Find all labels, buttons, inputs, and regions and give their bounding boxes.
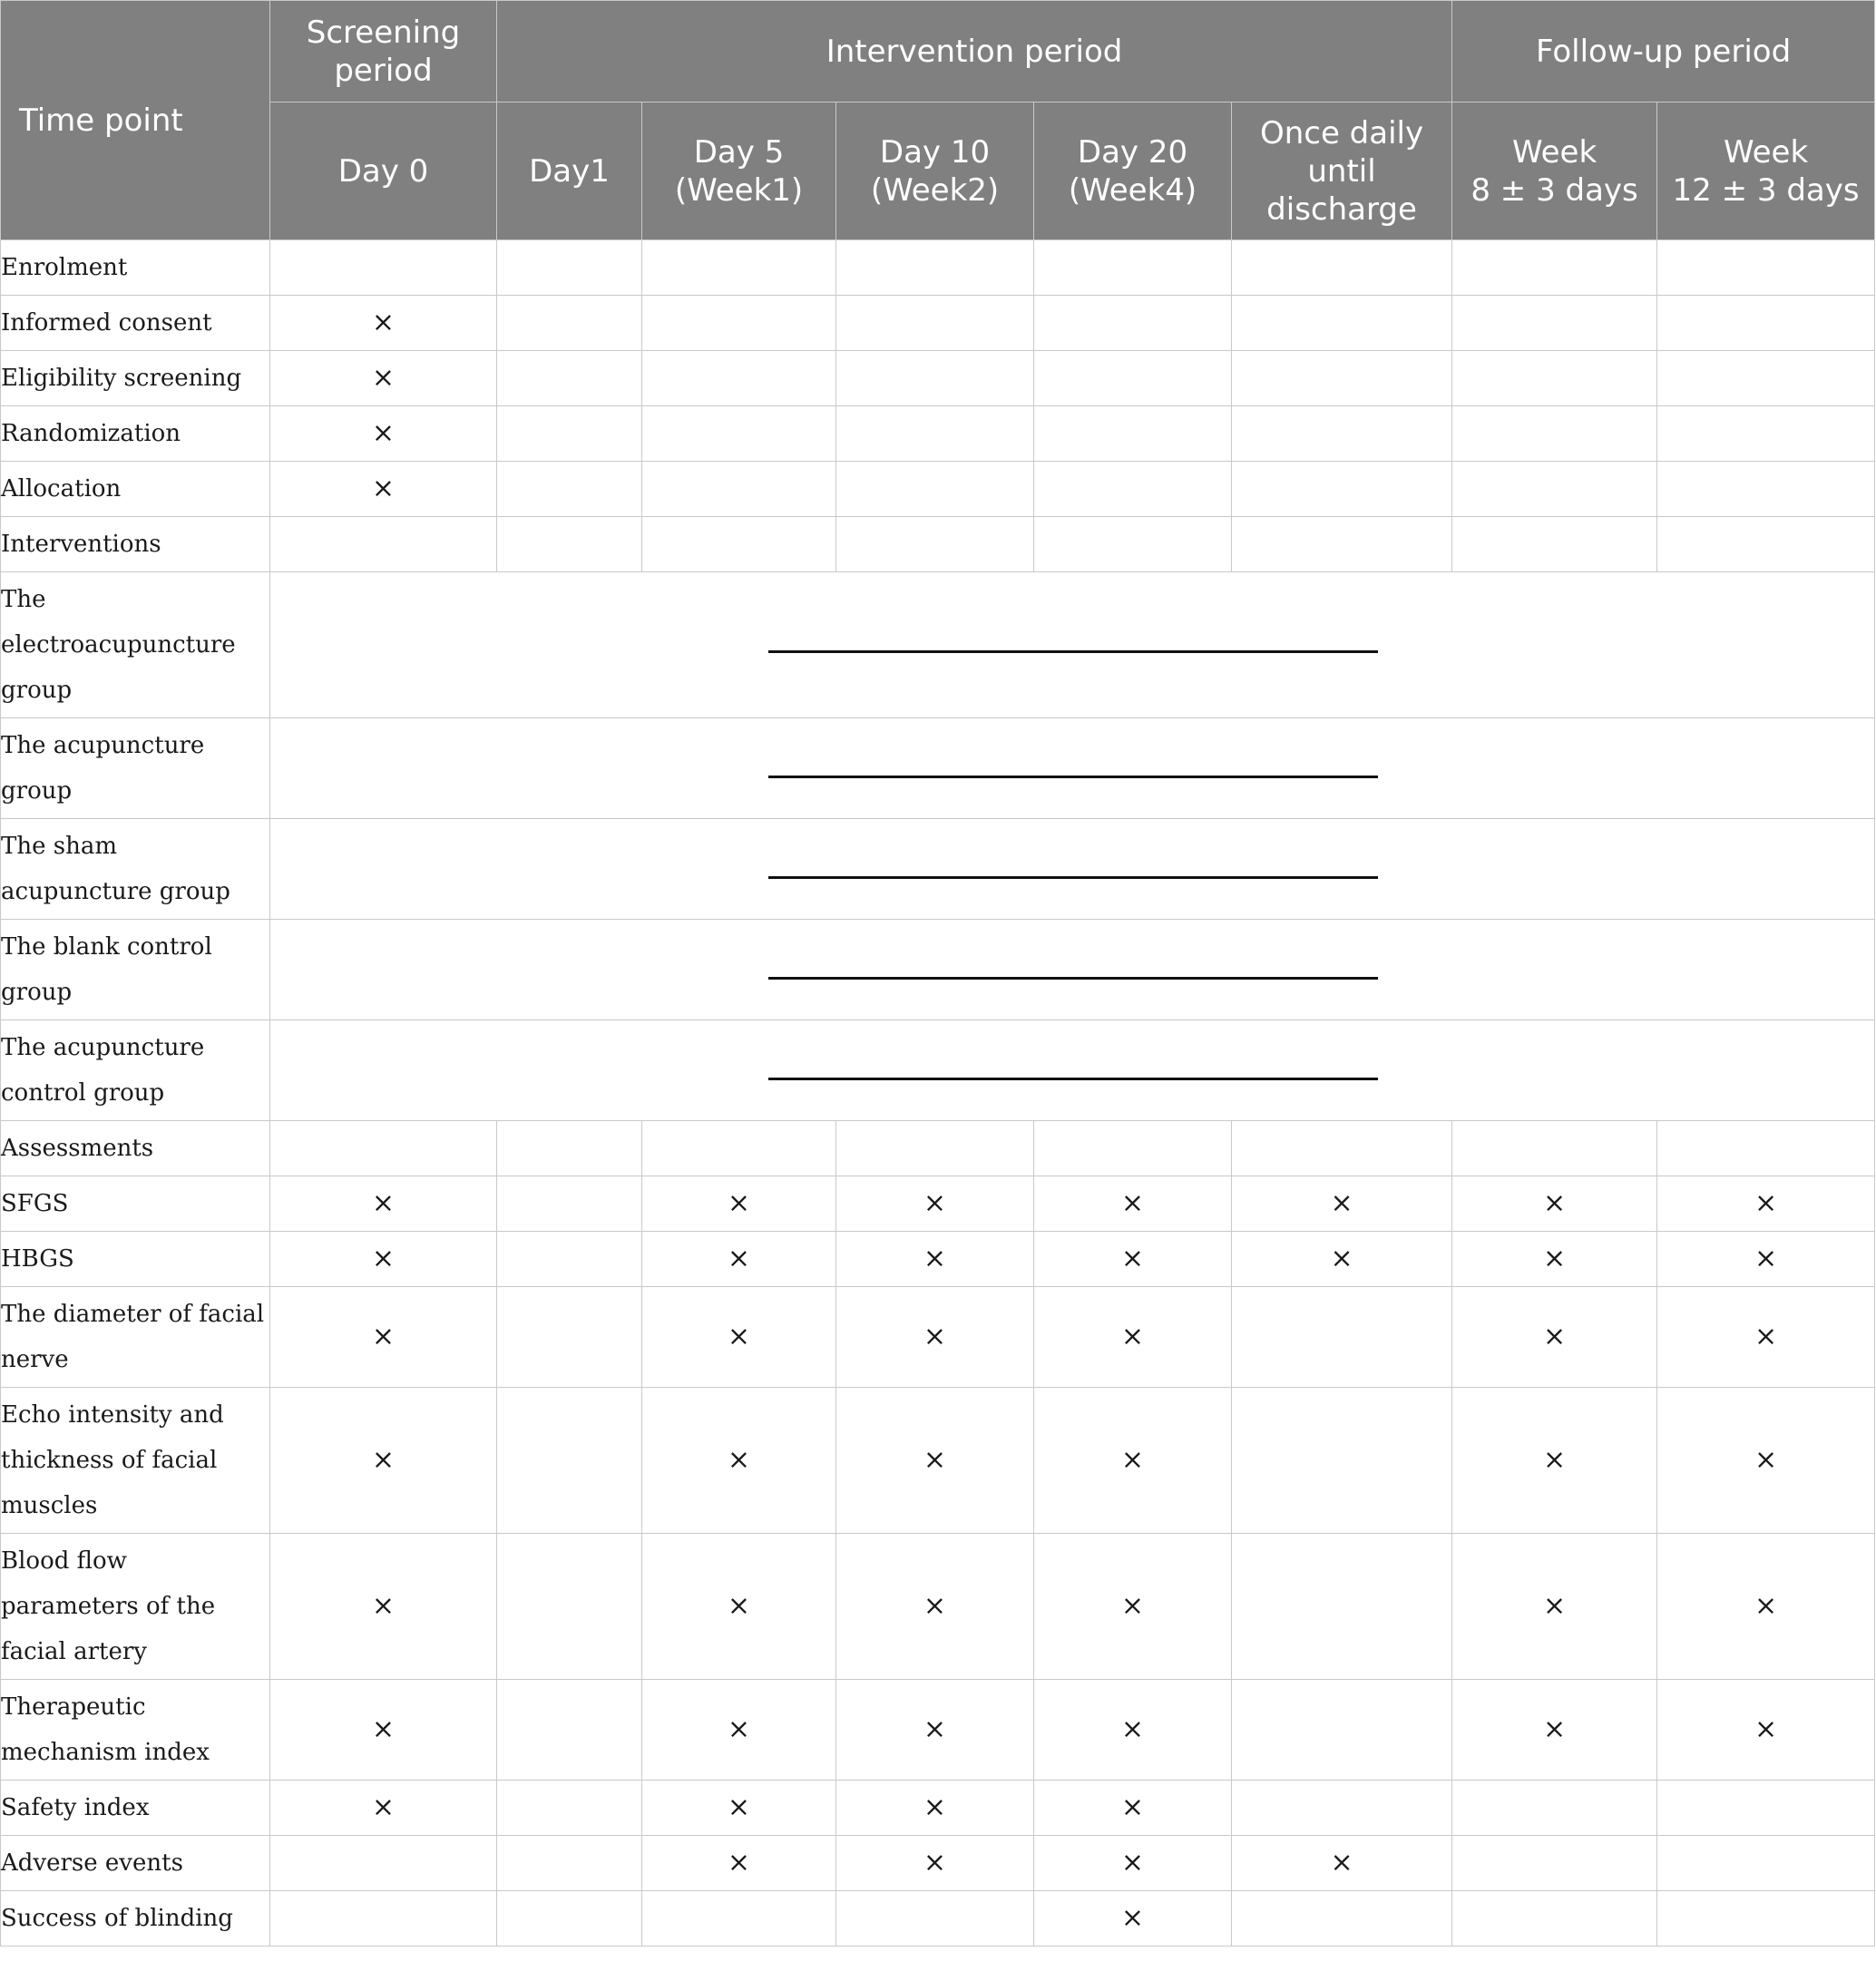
schedule-empty-cell	[1657, 1891, 1875, 1947]
cross-mark: ×	[727, 1187, 751, 1219]
schedule-empty-cell	[1232, 406, 1452, 462]
schedule-mark-cell	[1232, 1836, 1452, 1891]
schedule-empty-cell	[1034, 296, 1232, 351]
header-line: Day 10	[879, 133, 991, 171]
header-line: 8 ± 3 days	[1471, 171, 1638, 209]
intervention-duration-cell	[270, 572, 1875, 718]
cross-mark: ×	[1120, 1243, 1145, 1274]
row-label-line: Randomization	[1, 420, 181, 447]
intervention-duration-cell	[270, 920, 1875, 1020]
table-row	[1, 351, 1875, 406]
intervention-period-header: Intervention period	[497, 1, 1452, 102]
schedule-empty-cell	[1452, 517, 1657, 572]
row-label	[1, 351, 270, 406]
row-label-line: acupuncture group	[1, 878, 230, 905]
schedule-mark-cell	[642, 1680, 836, 1781]
schedule-empty-cell	[497, 1836, 642, 1891]
header-row-time-points	[1, 102, 1875, 240]
schedule-mark-cell	[270, 351, 497, 406]
header-line: Day 20	[1077, 133, 1188, 171]
row-label-line: Echo intensity and	[1, 1401, 224, 1429]
table-row	[1, 819, 1875, 920]
cross-mark: ×	[923, 1187, 947, 1219]
row-label-line: SFGS	[1, 1190, 69, 1217]
header-line: Day 5	[693, 133, 785, 171]
cross-mark: ×	[727, 1847, 751, 1878]
time-point-column-header	[270, 102, 497, 240]
intervention-duration-bar	[768, 776, 1378, 778]
cross-mark: ×	[371, 1713, 396, 1745]
schedule-mark-cell	[836, 1232, 1034, 1287]
row-label-line: The acupuncture	[1, 732, 205, 759]
row-label	[1, 1176, 270, 1232]
header-line: (Week4)	[1068, 171, 1197, 209]
row-label-line: Adverse events	[1, 1849, 183, 1877]
row-label-line: group	[1, 677, 73, 704]
row-label-line: Interventions	[1, 531, 161, 558]
schedule-mark-cell	[1452, 1388, 1657, 1534]
table-row	[1, 1176, 1875, 1232]
cross-mark: ×	[923, 1321, 947, 1352]
row-label-line: The acupuncture	[1, 1034, 205, 1061]
schedule-empty-cell	[270, 1891, 497, 1947]
cross-mark: ×	[1120, 1187, 1145, 1219]
cross-mark: ×	[1754, 1243, 1778, 1274]
row-label-line: The blank control	[1, 933, 212, 961]
header-row-periods	[1, 1, 1875, 102]
schedule-mark-cell	[270, 1534, 497, 1680]
row-label	[1, 1121, 270, 1176]
header-line: discharge	[1266, 190, 1417, 228]
row-label	[1, 1781, 270, 1836]
schedule-mark-cell	[642, 1287, 836, 1388]
schedule-mark-cell	[1034, 1680, 1232, 1781]
header-line: Day1	[529, 152, 610, 190]
schedule-empty-cell	[1657, 517, 1875, 572]
schedule-mark-cell	[1452, 1287, 1657, 1388]
schedule-empty-cell	[497, 1121, 642, 1176]
schedule-empty-cell	[1232, 1388, 1452, 1534]
row-label-line: group	[1, 777, 73, 805]
table-row	[1, 1891, 1875, 1947]
cross-mark: ×	[371, 1590, 396, 1622]
header-line: Once daily	[1259, 114, 1424, 151]
cross-mark: ×	[1330, 1187, 1353, 1219]
row-label	[1, 1287, 270, 1388]
schedule-mark-cell	[1034, 1287, 1232, 1388]
table-row	[1, 1781, 1875, 1836]
schedule-empty-cell	[270, 240, 497, 296]
schedule-empty-cell	[1657, 1121, 1875, 1176]
row-label	[1, 296, 270, 351]
cross-mark: ×	[1754, 1321, 1778, 1352]
cross-mark: ×	[1542, 1590, 1567, 1622]
time-point-column-header	[1034, 102, 1232, 240]
time-point-header: Time point	[1, 1, 270, 240]
row-label-line: mechanism index	[1, 1739, 210, 1766]
cross-mark: ×	[371, 1187, 396, 1219]
cross-mark: ×	[371, 1791, 396, 1823]
row-label-line: Informed consent	[1, 309, 212, 337]
row-label	[1, 1020, 270, 1121]
schedule-empty-cell	[1034, 351, 1232, 406]
schedule-mark-cell	[642, 1388, 836, 1534]
row-label	[1, 517, 270, 572]
cross-mark: ×	[1120, 1713, 1145, 1745]
cross-mark: ×	[1754, 1187, 1778, 1219]
schedule-empty-cell	[497, 462, 642, 517]
schedule-mark-cell	[270, 406, 497, 462]
cross-mark: ×	[1120, 1902, 1145, 1934]
schedule-empty-cell	[497, 1891, 642, 1947]
row-label-line: nerve	[1, 1346, 69, 1373]
cross-mark: ×	[1542, 1321, 1567, 1352]
schedule-empty-cell	[836, 1891, 1034, 1947]
schedule-mark-cell	[270, 296, 497, 351]
time-point-column-header	[1452, 102, 1657, 240]
schedule-empty-cell	[642, 1891, 836, 1947]
schedule-empty-cell	[1034, 1121, 1232, 1176]
schedule-empty-cell	[836, 240, 1034, 296]
row-label-line: The sham	[1, 833, 117, 860]
cross-mark: ×	[371, 362, 396, 394]
header-line: (Week1)	[674, 171, 804, 209]
table-row	[1, 1388, 1875, 1534]
schedule-empty-cell	[1657, 351, 1875, 406]
schedule-empty-cell	[1657, 240, 1875, 296]
row-label-line: facial artery	[1, 1638, 147, 1665]
schedule-empty-cell	[836, 296, 1034, 351]
schedule-empty-cell	[497, 351, 642, 406]
schedule-empty-cell	[497, 1232, 642, 1287]
schedule-mark-cell	[1657, 1232, 1875, 1287]
header-line: 12 ± 3 days	[1672, 171, 1860, 209]
cross-mark: ×	[1542, 1187, 1567, 1219]
schedule-empty-cell	[270, 1121, 497, 1176]
schedule-mark-cell	[270, 1781, 497, 1836]
header-line: period	[334, 52, 433, 89]
cross-mark: ×	[727, 1590, 751, 1622]
schedule-empty-cell	[1034, 406, 1232, 462]
row-label-line: The	[1, 586, 46, 613]
row-label	[1, 462, 270, 517]
schedule-empty-cell	[1452, 462, 1657, 517]
screening-period-header	[270, 1, 497, 102]
schedule-empty-cell	[1232, 462, 1452, 517]
schedule-mark-cell	[1657, 1680, 1875, 1781]
schedule-empty-cell	[836, 462, 1034, 517]
row-label-line: Allocation	[1, 475, 122, 503]
cross-mark: ×	[1120, 1321, 1145, 1352]
row-label-line: Eligibility screening	[1, 365, 242, 392]
table-row	[1, 718, 1875, 819]
table-row	[1, 462, 1875, 517]
cross-mark: ×	[1754, 1444, 1778, 1476]
schedule-mark-cell	[270, 462, 497, 517]
row-label	[1, 1232, 270, 1287]
schedule-empty-cell	[497, 296, 642, 351]
cross-mark: ×	[727, 1444, 751, 1476]
table-row	[1, 1232, 1875, 1287]
intervention-duration-cell	[270, 1020, 1875, 1121]
schedule-mark-cell	[270, 1287, 497, 1388]
cross-mark: ×	[1120, 1847, 1145, 1878]
schedule-empty-cell	[497, 240, 642, 296]
time-point-column-header	[642, 102, 836, 240]
table-header	[1, 1, 1875, 240]
header-line: Screening	[306, 14, 461, 51]
schedule-empty-cell	[270, 1836, 497, 1891]
table-row	[1, 1121, 1875, 1176]
schedule-mark-cell	[1232, 1176, 1452, 1232]
schedule-empty-cell	[1657, 406, 1875, 462]
schedule-mark-cell	[1452, 1232, 1657, 1287]
schedule-mark-cell	[642, 1232, 836, 1287]
cross-mark: ×	[371, 307, 396, 338]
table-row	[1, 1680, 1875, 1781]
time-point-column-header	[1657, 102, 1875, 240]
schedule-mark-cell	[642, 1534, 836, 1680]
follow-up-period-header: Follow-up period	[1452, 1, 1875, 102]
schedule-empty-cell	[1232, 240, 1452, 296]
intervention-duration-bar	[768, 876, 1378, 879]
row-label-line: Success of blinding	[1, 1905, 233, 1932]
header-line: Week	[1511, 133, 1598, 171]
table-body	[1, 240, 1875, 1947]
cross-mark: ×	[923, 1847, 947, 1878]
cross-mark: ×	[1542, 1243, 1567, 1274]
table-row	[1, 1534, 1875, 1680]
schedule-empty-cell	[497, 1287, 642, 1388]
table-row	[1, 1287, 1875, 1388]
schedule-mark-cell	[1034, 1781, 1232, 1836]
time-point-column-header	[836, 102, 1034, 240]
schedule-mark-cell	[642, 1836, 836, 1891]
schedule-empty-cell	[1232, 517, 1452, 572]
row-label	[1, 1388, 270, 1534]
schedule-empty-cell	[642, 1121, 836, 1176]
row-label	[1, 1534, 270, 1680]
schedule-empty-cell	[497, 1176, 642, 1232]
row-label	[1, 819, 270, 920]
schedule-empty-cell	[1657, 296, 1875, 351]
schedule-empty-cell	[642, 240, 836, 296]
schedule-mark-cell	[1452, 1176, 1657, 1232]
row-label-line: The diameter of facial	[1, 1301, 265, 1328]
schedule-empty-cell	[642, 517, 836, 572]
table-row	[1, 406, 1875, 462]
intervention-duration-cell	[270, 819, 1875, 920]
time-point-column-header	[497, 102, 642, 240]
cross-mark: ×	[1330, 1243, 1353, 1274]
time-point-column-header	[1232, 102, 1452, 240]
row-label-line: HBGS	[1, 1245, 74, 1273]
schedule-mark-cell	[270, 1388, 497, 1534]
row-label-line: control group	[1, 1079, 165, 1107]
intervention-duration-cell	[270, 718, 1875, 819]
schedule-empty-cell	[497, 1781, 642, 1836]
row-label-line: Therapeutic	[1, 1693, 146, 1721]
cross-mark: ×	[1542, 1444, 1567, 1476]
schedule-empty-cell	[642, 296, 836, 351]
intervention-duration-bar	[768, 977, 1378, 980]
cross-mark: ×	[727, 1791, 751, 1823]
header-line: (Week2)	[870, 171, 1000, 209]
cross-mark: ×	[1754, 1713, 1778, 1745]
schedule-empty-cell	[836, 351, 1034, 406]
row-label-line: electroacupuncture	[1, 631, 236, 659]
schedule-empty-cell	[642, 351, 836, 406]
schedule-mark-cell	[642, 1176, 836, 1232]
schedule-empty-cell	[1657, 462, 1875, 517]
schedule-mark-cell	[1452, 1680, 1657, 1781]
cross-mark: ×	[923, 1713, 947, 1745]
row-label-line: parameters of the	[1, 1593, 216, 1620]
table-row	[1, 1020, 1875, 1121]
schedule-empty-cell	[1452, 240, 1657, 296]
row-label-line: thickness of facial	[1, 1447, 218, 1474]
schedule-mark-cell	[836, 1176, 1034, 1232]
schedule-empty-cell	[1452, 406, 1657, 462]
schedule-empty-cell	[497, 1680, 642, 1781]
cross-mark: ×	[727, 1321, 751, 1352]
row-label	[1, 1680, 270, 1781]
row-label	[1, 572, 270, 718]
schedule-mark-cell	[1657, 1534, 1875, 1680]
row-label-line: group	[1, 979, 73, 1006]
header-line: Day 0	[337, 152, 429, 190]
cross-mark: ×	[1330, 1847, 1353, 1878]
cross-mark: ×	[371, 1243, 396, 1274]
schedule-empty-cell	[497, 1534, 642, 1680]
table-row	[1, 296, 1875, 351]
schedule-empty-cell	[497, 517, 642, 572]
table-row	[1, 920, 1875, 1020]
schedule-empty-cell	[1232, 296, 1452, 351]
cross-mark: ×	[1754, 1590, 1778, 1622]
cross-mark: ×	[727, 1243, 751, 1274]
schedule-empty-cell	[497, 1388, 642, 1534]
schedule-empty-cell	[642, 462, 836, 517]
row-label-line: Enrolment	[1, 254, 128, 281]
schedule-empty-cell	[1452, 1781, 1657, 1836]
schedule-empty-cell	[1452, 351, 1657, 406]
cross-mark: ×	[923, 1444, 947, 1476]
cross-mark: ×	[371, 1321, 396, 1352]
schedule-empty-cell	[270, 517, 497, 572]
schedule-empty-cell	[1034, 462, 1232, 517]
intervention-duration-bar	[768, 1078, 1378, 1080]
schedule-empty-cell	[1232, 1287, 1452, 1388]
intervention-duration-bar	[768, 650, 1378, 653]
table-row	[1, 240, 1875, 296]
schedule-mark-cell	[1657, 1287, 1875, 1388]
schedule-mark-cell	[1657, 1176, 1875, 1232]
schedule-empty-cell	[1452, 296, 1657, 351]
schedule-mark-cell	[1452, 1534, 1657, 1680]
cross-mark: ×	[923, 1243, 947, 1274]
schedule-mark-cell	[836, 1781, 1034, 1836]
cross-mark: ×	[1542, 1713, 1567, 1745]
cross-mark: ×	[923, 1791, 947, 1823]
schedule-mark-cell	[1034, 1891, 1232, 1947]
schedule-mark-cell	[1034, 1232, 1232, 1287]
schedule-mark-cell	[270, 1680, 497, 1781]
schedule-empty-cell	[1452, 1836, 1657, 1891]
schedule-mark-cell	[1034, 1836, 1232, 1891]
cross-mark: ×	[1120, 1791, 1145, 1823]
row-label	[1, 240, 270, 296]
schedule-empty-cell	[1232, 351, 1452, 406]
row-label	[1, 1836, 270, 1891]
schedule-empty-cell	[1452, 1891, 1657, 1947]
schedule-mark-cell	[836, 1287, 1034, 1388]
schedule-mark-cell	[836, 1836, 1034, 1891]
schedule-mark-cell	[1657, 1388, 1875, 1534]
cross-mark: ×	[371, 473, 396, 504]
header-line: until	[1307, 152, 1376, 190]
schedule-empty-cell	[1232, 1121, 1452, 1176]
row-label-line: Blood flow	[1, 1547, 127, 1575]
schedule-empty-cell	[1034, 517, 1232, 572]
row-label-line: muscles	[1, 1492, 98, 1519]
schedule-empty-cell	[1232, 1534, 1452, 1680]
schedule-empty-cell	[1232, 1781, 1452, 1836]
schedule-empty-cell	[1232, 1680, 1452, 1781]
schedule-mark-cell	[270, 1176, 497, 1232]
schedule-mark-cell	[836, 1388, 1034, 1534]
schedule-mark-cell	[1034, 1176, 1232, 1232]
row-label	[1, 920, 270, 1020]
cross-mark: ×	[923, 1590, 947, 1622]
schedule-mark-cell	[836, 1534, 1034, 1680]
row-label-line: Assessments	[1, 1135, 154, 1162]
schedule-mark-cell	[1232, 1232, 1452, 1287]
schedule-empty-cell	[1034, 240, 1232, 296]
schedule-empty-cell	[1232, 1891, 1452, 1947]
schedule-empty-cell	[642, 406, 836, 462]
schedule-empty-cell	[836, 517, 1034, 572]
table-row	[1, 517, 1875, 572]
cross-mark: ×	[371, 1444, 396, 1476]
schedule-mark-cell	[642, 1781, 836, 1836]
schedule-mark-cell	[270, 1232, 497, 1287]
schedule-mark-cell	[1034, 1388, 1232, 1534]
row-label	[1, 1891, 270, 1947]
schedule-empty-cell	[836, 1121, 1034, 1176]
schedule-empty-cell	[497, 406, 642, 462]
schedule-empty-cell	[1657, 1836, 1875, 1891]
schedule-empty-cell	[1657, 1781, 1875, 1836]
cross-mark: ×	[1120, 1590, 1145, 1622]
table-row	[1, 572, 1875, 718]
table-row	[1, 1836, 1875, 1891]
schedule-empty-cell	[836, 406, 1034, 462]
cross-mark: ×	[727, 1713, 751, 1745]
header-line: Week	[1723, 133, 1809, 171]
row-label	[1, 718, 270, 819]
cross-mark: ×	[371, 417, 396, 449]
row-label-line: Safety index	[1, 1794, 150, 1821]
row-label	[1, 406, 270, 462]
schedule-mark-cell	[836, 1680, 1034, 1781]
cross-mark: ×	[1120, 1444, 1145, 1476]
schedule-mark-cell	[1034, 1534, 1232, 1680]
schedule-empty-cell	[1452, 1121, 1657, 1176]
